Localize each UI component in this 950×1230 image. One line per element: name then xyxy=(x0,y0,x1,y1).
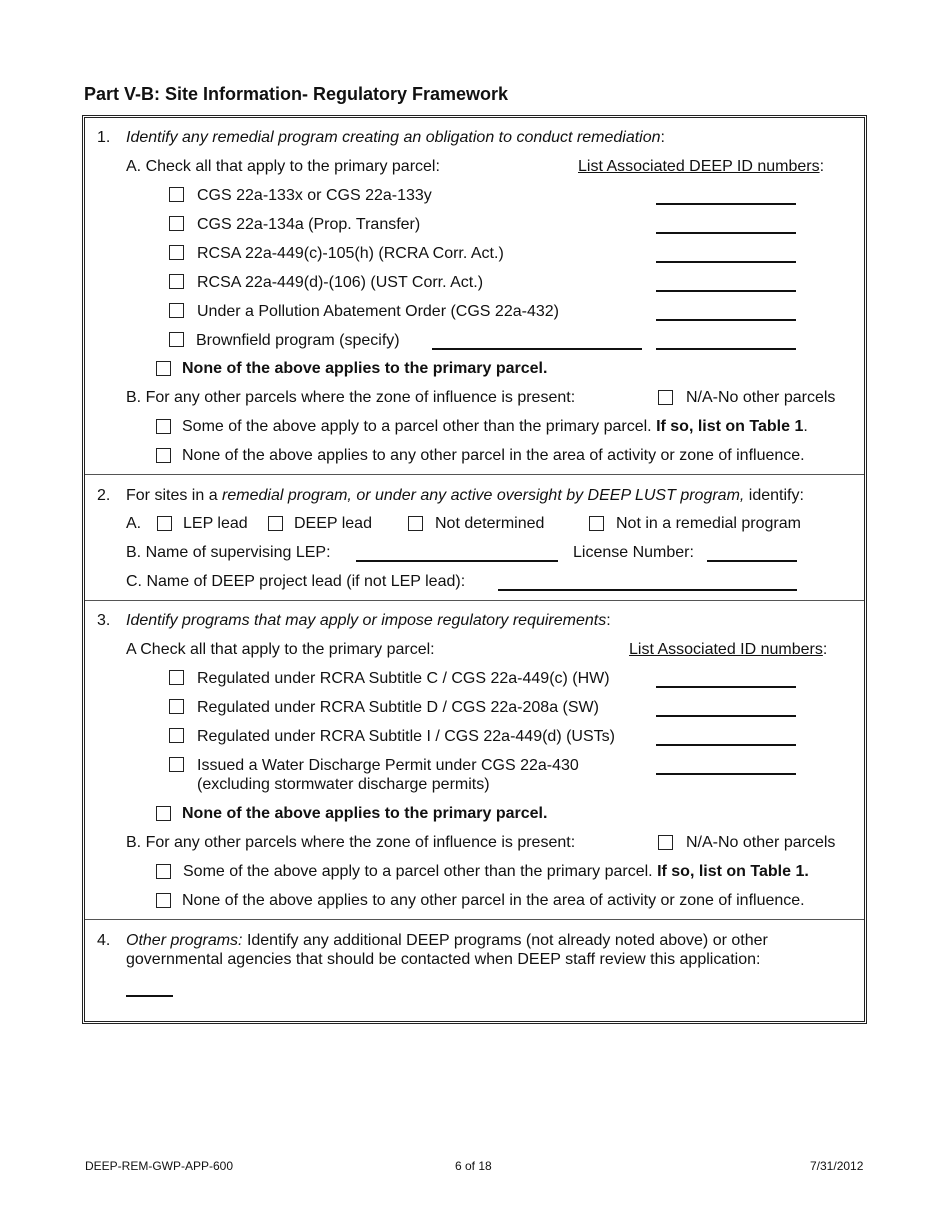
checkbox-rcra-corr-act[interactable] xyxy=(169,245,184,260)
deep-id-field[interactable] xyxy=(656,261,796,263)
checkbox-na-other-parcels[interactable] xyxy=(658,835,673,850)
section-3-question xyxy=(126,611,611,631)
section-divider xyxy=(85,919,864,920)
checkbox-none-primary[interactable] xyxy=(156,806,171,821)
item-label: Regulated under RCRA Subtitle C / CGS 22a-449(c) (HW) xyxy=(197,670,610,687)
id-field[interactable] xyxy=(656,715,796,717)
license-number-label: License Number: xyxy=(573,544,694,561)
checkbox-none-other-parcel[interactable] xyxy=(156,893,171,908)
deep-project-lead-field[interactable] xyxy=(498,589,797,591)
footer-form-id: DEEP-REM-GWP-APP-600 xyxy=(85,1159,234,1173)
table-1-note: If so, list on Table 1 xyxy=(656,418,804,435)
checkbox-rcra-subtitle-c[interactable] xyxy=(169,670,184,685)
item-label: Under a Pollution Abatement Order (CGS 22a-432) xyxy=(197,303,559,320)
not-in-remedial-label: Not in a remedial program xyxy=(616,515,801,532)
deep-lead-label: DEEP lead xyxy=(294,515,372,532)
supervising-lep-label: B. Name of supervising LEP: xyxy=(126,544,331,561)
none-other-label: None of the above applies to any other parcel in the area of activity or zone of influence. xyxy=(182,447,805,464)
checkbox-not-determined[interactable] xyxy=(408,516,423,531)
checkbox-rcra-subtitle-d[interactable] xyxy=(169,699,184,714)
some-text: Some of the above apply to a parcel other than the primary parcel. xyxy=(183,863,653,880)
section-1a-list-header xyxy=(578,157,824,177)
item-label: Regulated under RCRA Subtitle D / CGS 22a-208a (SW) xyxy=(197,699,599,716)
some-text: Some of the above apply to a parcel other than the primary parcel. xyxy=(182,418,652,435)
section-divider xyxy=(85,600,864,601)
checkbox-none-primary[interactable] xyxy=(156,361,171,376)
section-divider xyxy=(85,474,864,475)
na-label: N/A-No other parcels xyxy=(686,834,836,851)
checkbox-ust-corr-act[interactable] xyxy=(169,274,184,289)
section-2-question xyxy=(126,486,804,506)
period: . xyxy=(803,418,808,435)
checkbox-cgs-133x-133y[interactable] xyxy=(169,187,184,202)
section-3a-list-header xyxy=(629,640,827,660)
item-label: Regulated under RCRA Subtitle I / CGS 22a-449(d) (USTs) xyxy=(197,728,615,745)
item-label: CGS 22a-134a (Prop. Transfer) xyxy=(197,216,421,233)
checkbox-lep-lead[interactable] xyxy=(157,516,172,531)
checkbox-rcra-subtitle-i[interactable] xyxy=(169,728,184,743)
section-2-number: 2. xyxy=(97,487,111,504)
lep-lead-label: LEP lead xyxy=(183,515,248,532)
id-field[interactable] xyxy=(656,773,796,775)
some-other-label xyxy=(182,417,808,437)
list-header-text: List Associated ID numbers xyxy=(629,641,823,658)
checkbox-brownfield[interactable] xyxy=(169,332,184,347)
checkbox-deep-lead[interactable] xyxy=(268,516,283,531)
section-3-question-text: Identify programs that may apply or impose regulatory requirements xyxy=(126,612,607,629)
checkbox-pollution-abatement[interactable] xyxy=(169,303,184,318)
section-1-number: 1. xyxy=(97,129,111,146)
table-1-note: If so, list on Table 1. xyxy=(657,863,809,880)
not-determined-label: Not determined xyxy=(435,515,545,532)
footer-date: 7/31/2012 xyxy=(810,1159,864,1173)
none-other-label: None of the above applies to any other parcel in the area of activity or zone of influence. xyxy=(182,892,805,909)
checkbox-some-other-parcel[interactable] xyxy=(156,419,171,434)
id-field[interactable] xyxy=(656,744,796,746)
deep-project-lead-label: C. Name of DEEP project lead (if not LEP lead): xyxy=(126,573,466,590)
q-pre: For sites in a xyxy=(126,487,218,504)
section-1-question-text: Identify any remedial program creating an obligation to conduct remediation xyxy=(126,129,661,146)
list-header-text: List Associated DEEP ID numbers xyxy=(578,158,820,175)
q-italic: remedial program, or under any active oversight by DEEP LUST program, xyxy=(222,487,745,504)
some-other-label xyxy=(183,862,809,882)
deep-id-field[interactable] xyxy=(656,290,796,292)
checkbox-not-in-remedial[interactable] xyxy=(589,516,604,531)
item-label-line2: (excluding stormwater discharge permits) xyxy=(197,776,490,793)
section-2a-letter: A. xyxy=(126,515,142,532)
checkbox-water-discharge-permit[interactable] xyxy=(169,757,184,772)
section-4-line1 xyxy=(126,931,768,951)
item-label: Issued a Water Discharge Permit under CGS 22a-430 xyxy=(197,757,579,774)
colon: : xyxy=(819,158,825,175)
section-3b-label: B. For any other parcels where the zone of influence is present: xyxy=(126,834,576,851)
supervising-lep-field[interactable] xyxy=(356,560,558,562)
brownfield-specify-field[interactable] xyxy=(432,348,642,350)
checkbox-some-other-parcel[interactable] xyxy=(156,864,171,879)
section-1a-label: A. Check all that apply to the primary parcel: xyxy=(126,158,440,175)
deep-id-field[interactable] xyxy=(656,232,796,234)
section-4-line2: governmental agencies that should be contacted when DEEP staff review this application: xyxy=(126,951,761,968)
section-3-number: 3. xyxy=(97,612,111,629)
other-programs-lead: Other programs: xyxy=(126,932,243,949)
none-primary-label: None of the above applies to the primary parcel. xyxy=(182,805,548,822)
deep-id-field[interactable] xyxy=(656,203,796,205)
other-programs-field[interactable] xyxy=(126,995,173,997)
checkbox-none-other-parcel[interactable] xyxy=(156,448,171,463)
deep-id-field[interactable] xyxy=(656,348,796,350)
license-number-field[interactable] xyxy=(707,560,797,562)
section-1-question xyxy=(126,128,665,148)
footer-page-number: 6 of 18 xyxy=(455,1159,492,1173)
item-label: Brownfield program (specify) xyxy=(196,332,400,349)
colon: : xyxy=(822,641,828,658)
q-post: identify: xyxy=(748,487,804,504)
id-field[interactable] xyxy=(656,686,796,688)
item-label: RCSA 22a-449(d)-(106) (UST Corr. Act.) xyxy=(197,274,484,291)
section-4-number: 4. xyxy=(97,932,111,949)
line1-text: Identify any additional DEEP programs (not already noted above) or other xyxy=(246,932,768,949)
colon: : xyxy=(606,612,611,629)
none-primary-label: None of the above applies to the primary parcel. xyxy=(182,360,548,377)
na-label: N/A-No other parcels xyxy=(686,389,836,406)
item-label: RCSA 22a-449(c)-105(h) (RCRA Corr. Act.) xyxy=(197,245,504,262)
section-3a-label: A Check all that apply to the primary parcel: xyxy=(126,641,435,658)
colon: : xyxy=(660,129,665,146)
section-1b-label: B. For any other parcels where the zone of influence is present: xyxy=(126,389,576,406)
deep-id-field[interactable] xyxy=(656,319,796,321)
page-title: Part V-B: Site Information- Regulatory Framework xyxy=(84,84,509,104)
checkbox-na-other-parcels[interactable] xyxy=(658,390,673,405)
item-label: CGS 22a-133x or CGS 22a-133y xyxy=(197,187,432,204)
checkbox-cgs-134a[interactable] xyxy=(169,216,184,231)
